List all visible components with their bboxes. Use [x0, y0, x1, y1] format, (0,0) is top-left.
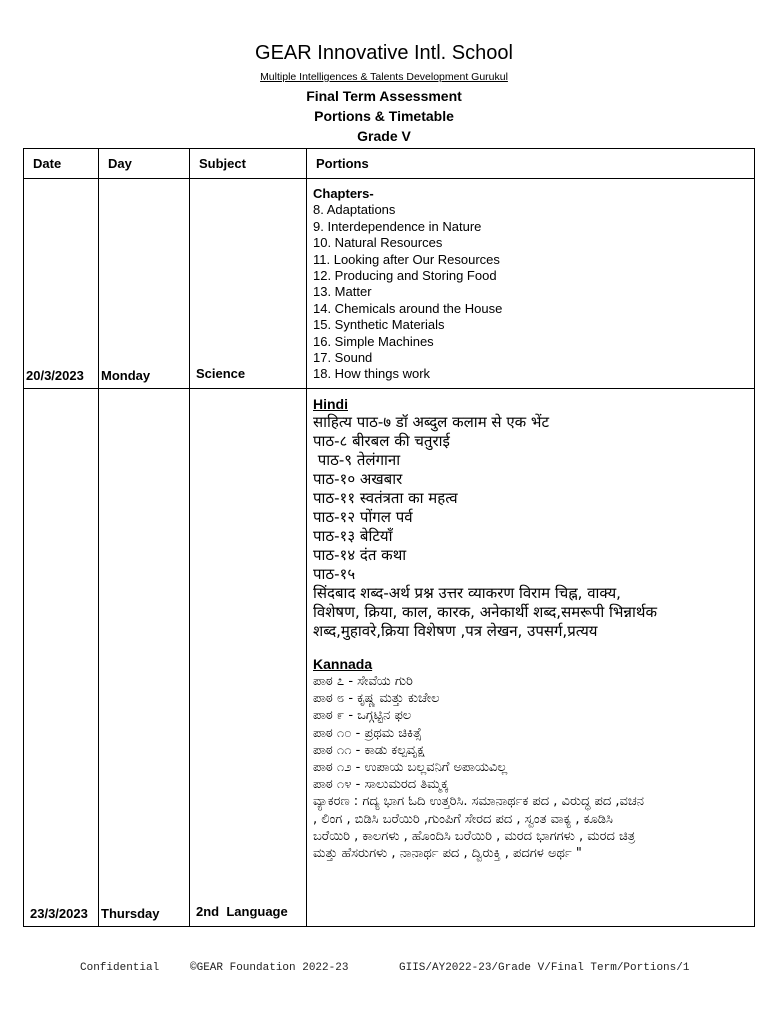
list-item: 13. Matter: [313, 284, 372, 300]
list-item: 10. Natural Resources: [313, 235, 443, 251]
chapter-list: [313, 202, 754, 382]
list-item: पाठ-१४ दंत कथा: [313, 546, 407, 564]
list-item: 8. Adaptations: [313, 202, 396, 218]
list-item: 14. Chemicals around the House: [313, 300, 503, 316]
kannada-section-title: Kannada: [313, 656, 373, 672]
portions-heading: Chapters-: [313, 186, 374, 201]
timetable: [23, 148, 755, 927]
row-portions: [307, 179, 755, 389]
list-item: ಪಾಠ ೧೪ - ಸಾಲುಮರದ ತಿಮ್ಮಕ್ಕ: [313, 777, 449, 793]
footer-document-code: GIIS/AY2022-23/Grade V/Final Term/Portions/1: [399, 962, 690, 974]
row-subject: 2nd Language: [190, 389, 307, 927]
list-item: 12. Producing and Storing Food: [313, 268, 497, 284]
column-header-date: Date: [24, 149, 99, 179]
list-item: शब्द,मुहावरे,क्रिया विशेषण ,पत्र लेखन, उपसर्ग,प्रत्यय: [313, 622, 598, 640]
footer-confidential: Confidential: [80, 962, 160, 974]
list-item: ಬರೆಯಿರಿ , ಕಾಲಗಳು , ಹೊಂದಿಸಿ ಬರೆಯಿರಿ , ಮರದ ಭಾಗಗಳು , ಮರದ ಚಿತ್ರ: [313, 828, 636, 844]
column-header-subject: Subject: [190, 149, 307, 179]
kannada-portion-list: [313, 673, 754, 862]
list-item: पाठ-११ स्वतंत्रता का महत्व: [313, 489, 458, 507]
footer-copyright: ©GEAR Foundation 2022-23: [190, 962, 349, 974]
row-portions: [307, 389, 755, 927]
list-item: 11. Looking after Our Resources: [313, 251, 500, 267]
table-row: [24, 179, 755, 389]
list-item: पाठ-१५: [313, 565, 356, 583]
row-day: Monday: [99, 179, 190, 389]
document-title: Final Term Assessment: [306, 88, 462, 104]
list-item: 15. Synthetic Materials: [313, 317, 445, 333]
list-item: पाठ-१० अखबार: [313, 470, 403, 488]
list-item: विशेषण, क्रिया, काल, कारक, अनेकार्थी शब्द,समरूपी भिन्नार्थक: [313, 603, 657, 621]
list-item: ಪಾಠ ೧೦ - ಪ್ರಥಮ ಚಿಕಿತ್ಸೆ: [313, 725, 422, 741]
list-item: ಮತ್ತು ಹೆಸರುಗಳು , ನಾನಾರ್ಥ ಪದ , ದ್ವಿರುಕ್ತಿ , ಪದಗಳ ಅರ್ಥ ": [313, 846, 582, 862]
row-date: 20/3/2023: [24, 179, 99, 389]
list-item: 9. Interdependence in Nature: [313, 218, 482, 234]
list-item: पाठ-९ तेलंगाना: [313, 451, 401, 469]
list-item: सिंदबाद शब्द-अर्थ प्रश्न उत्तर व्याकरण विराम चिह्न, वाक्य,: [313, 584, 621, 602]
list-item: 18. How things work: [313, 366, 431, 382]
table-header-row: [24, 149, 755, 179]
list-item: 16. Simple Machines: [313, 333, 434, 349]
list-item: 17. Sound: [313, 350, 373, 366]
school-tagline: Multiple Intelligences & Talents Development Gurukul: [260, 71, 508, 83]
list-item: ಪಾಠ ೮ - ಕೃಷ್ಣ ಮತ್ತು ಕುಚೇಲ: [313, 691, 440, 707]
list-item: ವ್ಯಾಕರಣ : ಗದ್ಯ ಭಾಗ ಓದಿ ಉತ್ತರಿಸಿ. ಸಮಾನಾರ್ಥಕ ಪದ , ವಿರುದ್ಧ ಪದ ,ವಚನ: [313, 794, 644, 810]
column-header-portions: Portions: [307, 149, 755, 179]
list-item: पाठ-१३ बेटियाँ: [313, 527, 393, 545]
list-item: ಪಾಠ ೭ - ಸೇವೆಯ ಗುರಿ: [313, 674, 413, 689]
document-subtitle: Portions & Timetable: [314, 108, 454, 124]
grade-label: Grade V: [357, 128, 411, 144]
table-row: [24, 389, 755, 927]
list-item: ಪಾಠ ೧೧ - ಕಾಡು ಕಲ್ಪವೃಕ್ಷ: [313, 742, 425, 758]
list-item: ಪಾಠ ೧೨ - ಉಪಾಯ ಬಲ್ಲವನಿಗೆ ಅಪಾಯವಿಲ್ಲ: [313, 760, 508, 776]
row-subject: Science: [190, 179, 307, 389]
row-date: 23/3/2023: [24, 389, 99, 927]
school-name: GEAR Innovative Intl. School: [255, 42, 513, 64]
list-item: , ಲಿಂಗ , ಬಿಡಿಸಿ ಬರೆಯಿರಿ ,ಗುಂಪಿಗೆ ಸೇರದ ಪದ , ಸ್ವಂತ ವಾಕ್ಯ , ಕೂಡಿಸಿ: [313, 811, 613, 827]
list-item: पाठ-१२ पोंगल पर्व: [313, 508, 413, 526]
list-item: पाठ-८ बीरबल की चतुराई: [313, 432, 450, 450]
row-day: Thursday: [99, 389, 190, 927]
list-item: ಪಾಠ ೯ - ಒಗ್ಗಟ್ಟಿನ ಫಲ: [313, 708, 412, 724]
hindi-section-title: Hindi: [313, 396, 348, 412]
column-header-day: Day: [99, 149, 190, 179]
list-item: साहित्य पाठ-७ डॉ अब्दुल कलाम से एक भेंट: [313, 413, 550, 431]
hindi-portion-list: [313, 413, 754, 641]
